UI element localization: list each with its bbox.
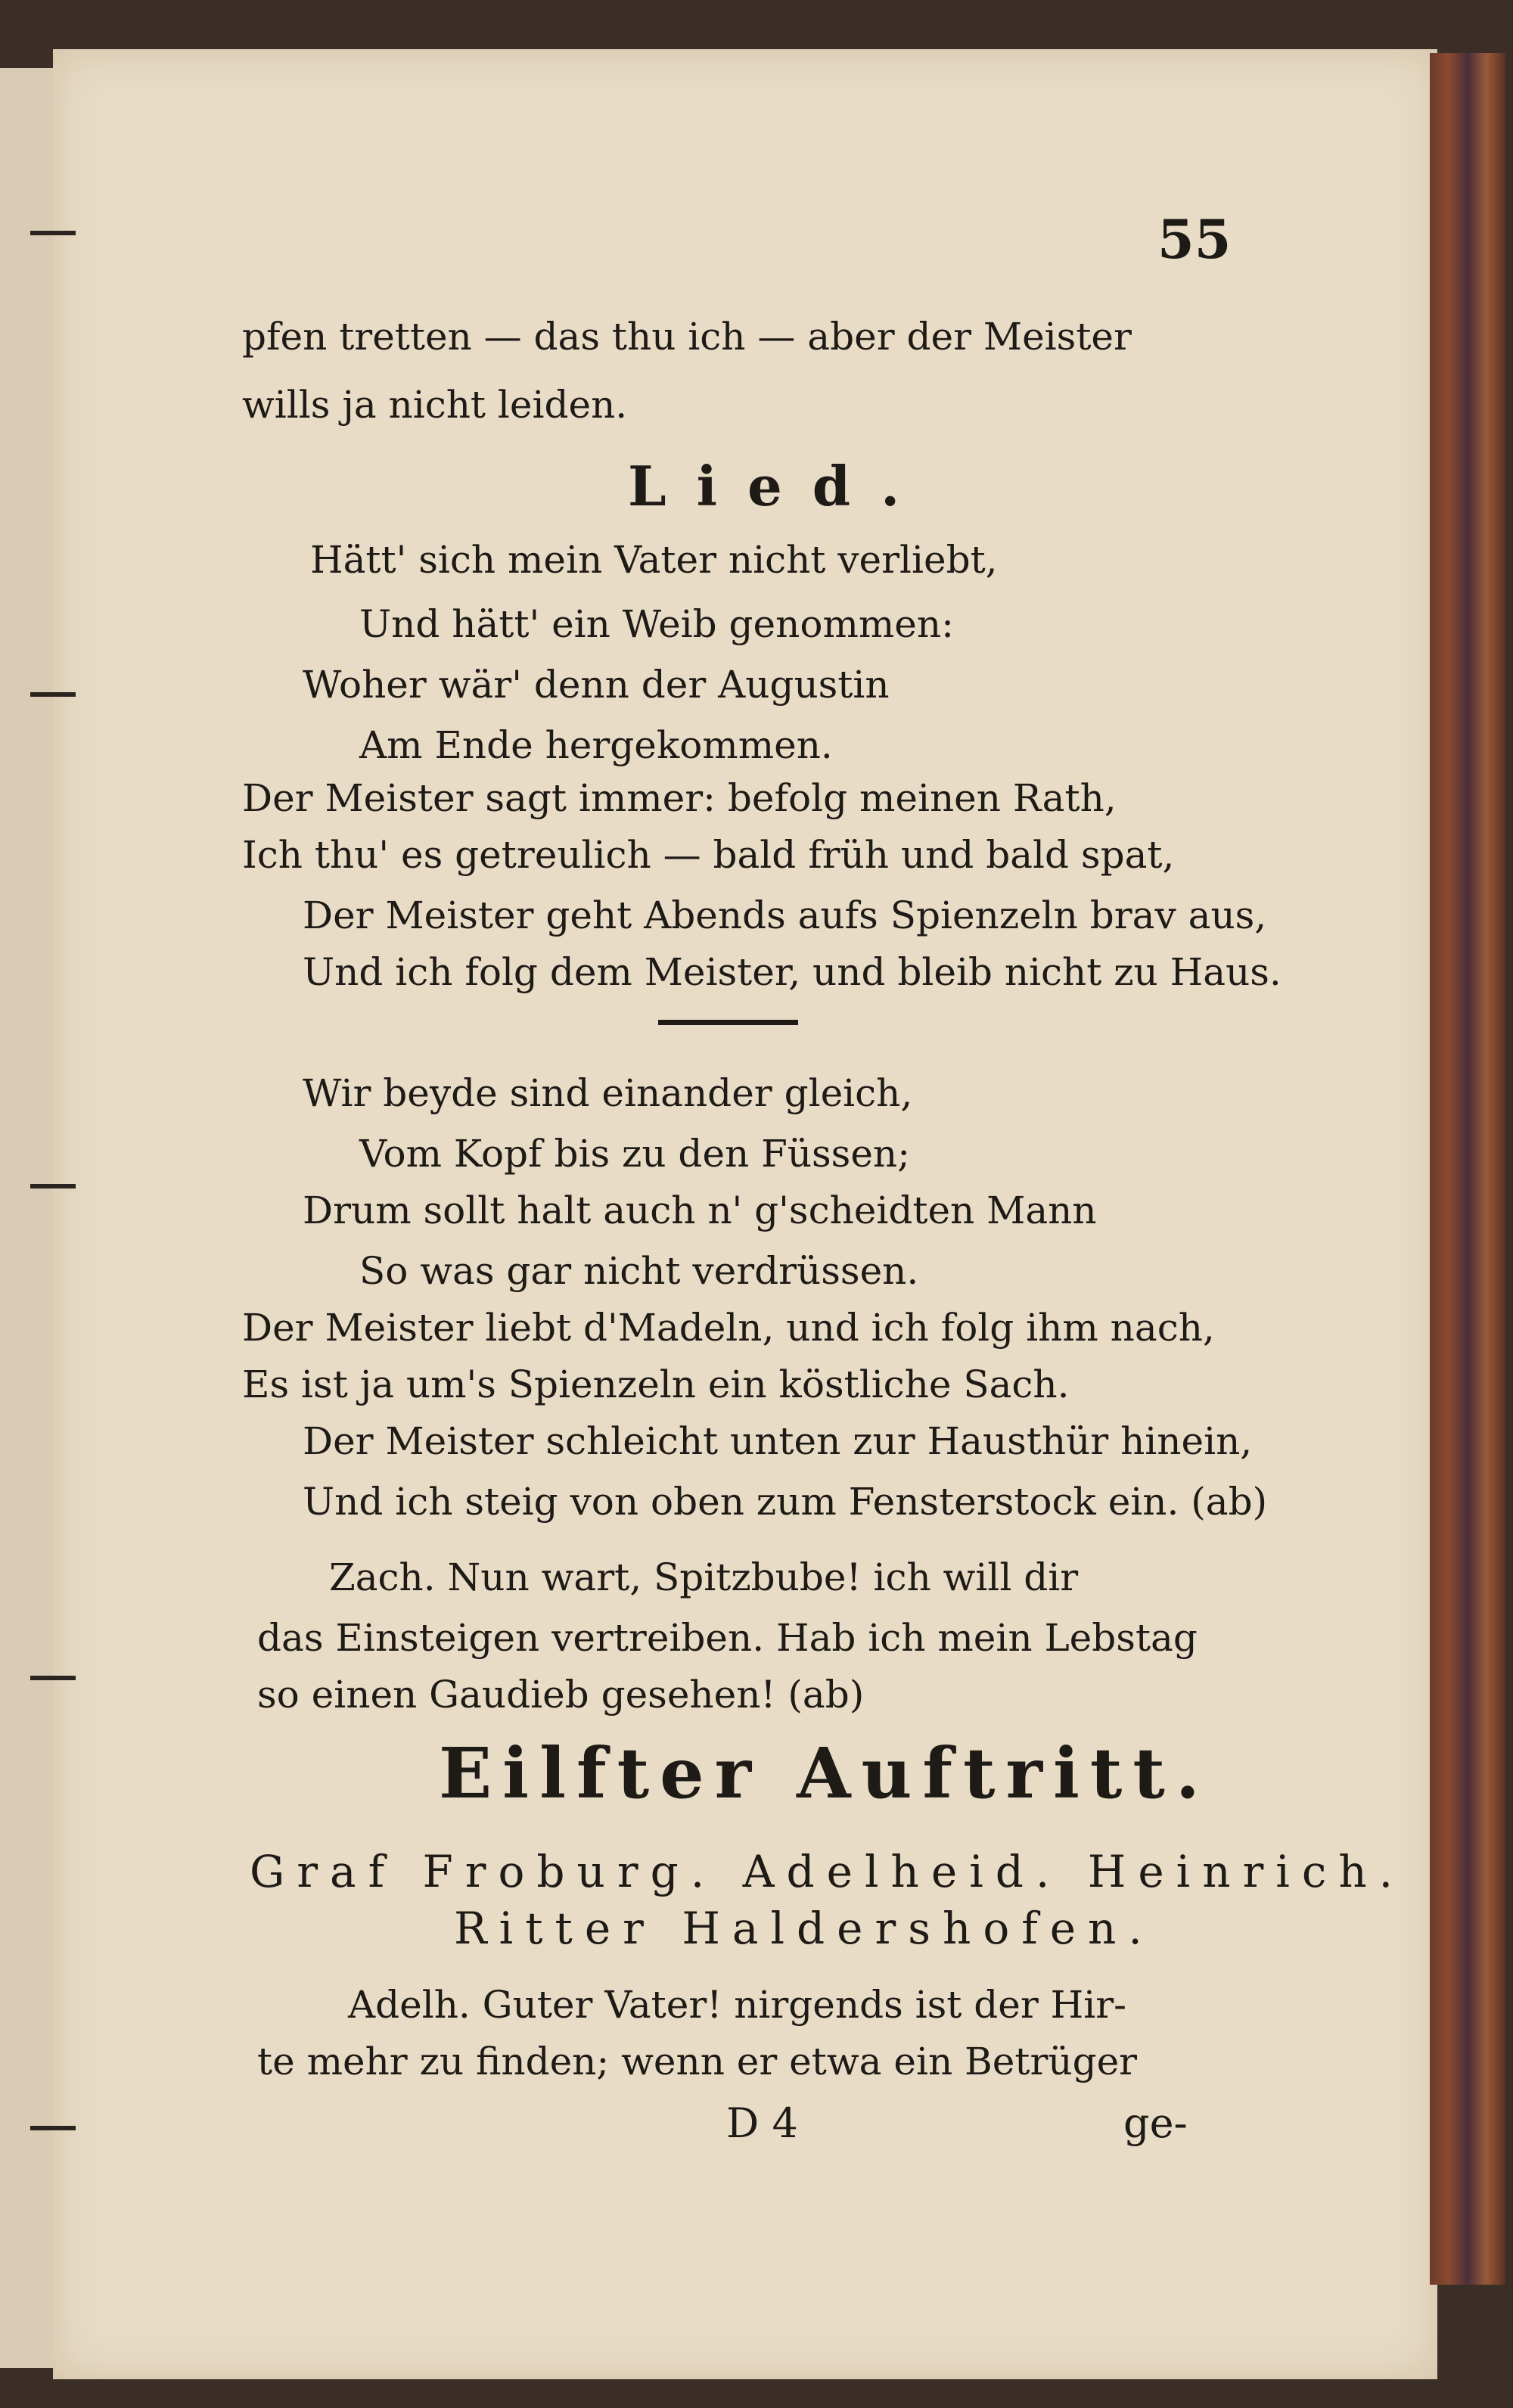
verse-line: Hätt' sich mein Vater nicht verliebt, xyxy=(310,538,998,582)
text-line: das Einsteigen vertreiben. Hab ich mein Lebstag xyxy=(257,1616,1198,1660)
stanza-divider xyxy=(658,1020,798,1025)
verse-line: Der Meister schleicht unten zur Hausthür hinein, xyxy=(303,1419,1253,1463)
verse-line: Und hätt' ein Weib genommen: xyxy=(359,602,954,646)
verse-line: Und ich steig von oben zum Fensterstock ein. (ab) xyxy=(303,1480,1268,1524)
text-line: te mehr zu finden; wenn er etwa ein Betrüger xyxy=(257,2040,1138,2083)
scene-heading: Eilfter Auftritt. xyxy=(439,1732,1210,1814)
binding-stitch xyxy=(30,2126,76,2130)
text-line: Zach. Nun wart, Spitzbube! ich will dir xyxy=(329,1555,1079,1599)
catchword: ge- xyxy=(1123,2099,1188,2147)
verse-line: Ich thu' es getreulich — bald früh und bald spat, xyxy=(242,833,1175,877)
cast-line: Graf Froburg. Adelheid. Heinrich. xyxy=(250,1846,1406,1897)
cast-line: Ritter Haldershofen. xyxy=(454,1903,1154,1954)
text-line: pfen tretten — das thu ich — aber der Meister xyxy=(242,315,1132,359)
verse-line: Der Meister geht Abends aufs Spienzeln brav aus, xyxy=(303,893,1267,937)
binding-stitch xyxy=(30,1184,76,1188)
verse-line: Der Meister liebt d'Madeln, und ich folg ihm nach, xyxy=(242,1306,1215,1350)
verse-line: Es ist ja um's Spienzeln ein köstliche Sach. xyxy=(242,1362,1070,1406)
verse-line: Der Meister sagt immer: befolg meinen Rath, xyxy=(242,776,1117,820)
marbled-book-edge xyxy=(1430,53,1505,2285)
binding-stitch xyxy=(30,231,76,235)
verse-line: Vom Kopf bis zu den Füssen; xyxy=(359,1132,910,1176)
verse-line: Wir beyde sind einander gleich, xyxy=(303,1071,913,1115)
verse-line: So was gar nicht verdrüssen. xyxy=(359,1249,919,1293)
verse-line: Und ich folg dem Meister, und bleib nicht zu Haus. xyxy=(303,950,1282,994)
text-line: Adelh. Guter Vater! nirgends ist der Hir- xyxy=(348,1983,1127,2027)
page-number: 55 xyxy=(1157,208,1232,271)
verse-line: Drum sollt halt auch n' g'scheidten Mann xyxy=(303,1188,1097,1232)
verse-line: Woher wär' denn der Augustin xyxy=(303,663,890,707)
signature-mark: D 4 xyxy=(726,2099,798,2147)
text-line: so einen Gaudieb gesehen! (ab) xyxy=(257,1673,865,1717)
binding-stitch xyxy=(30,692,76,697)
verse-line: Am Ende hergekommen. xyxy=(359,723,833,767)
song-title: Lied. xyxy=(628,454,930,518)
binding-stitch xyxy=(30,1676,76,1680)
text-line: wills ja nicht leiden. xyxy=(242,383,628,427)
